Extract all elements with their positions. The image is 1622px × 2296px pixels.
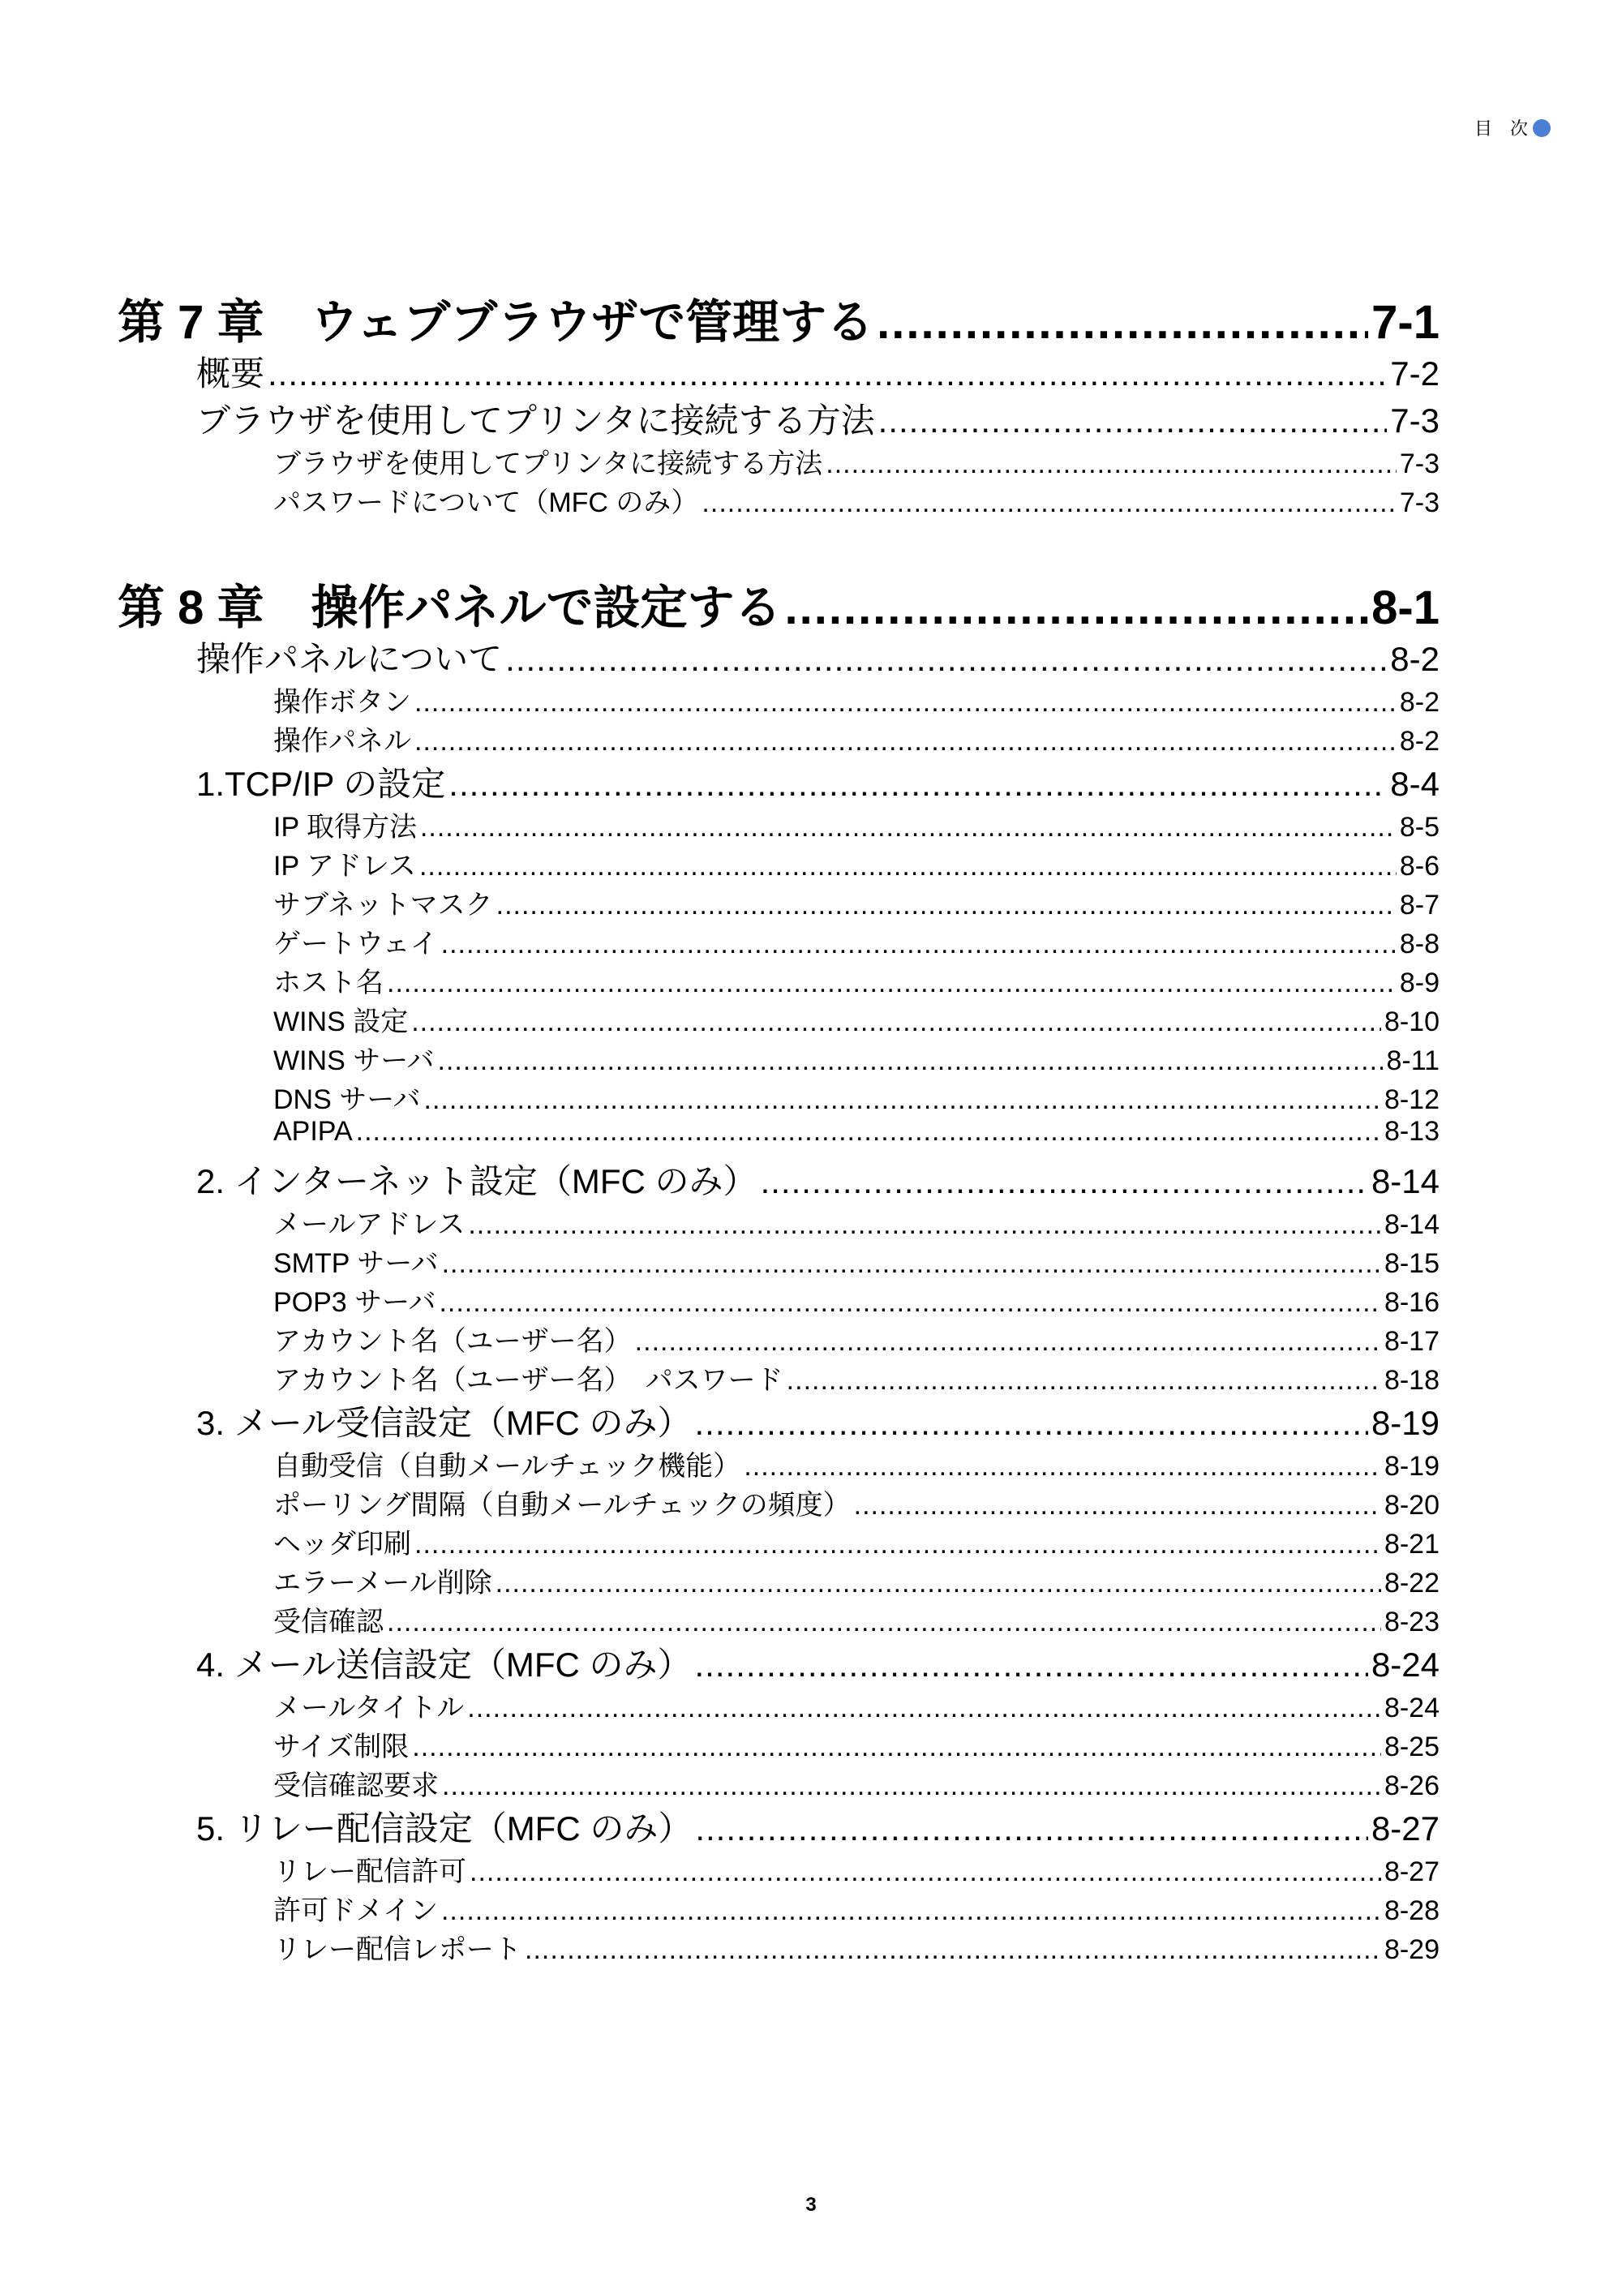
toc-chapter-title: 第 8 章 操作パネルで設定する bbox=[118, 582, 782, 634]
toc-subsection-page: 8-25 bbox=[1384, 1732, 1440, 1762]
blue-dot-icon bbox=[1533, 119, 1551, 137]
toc-subsection-page: 8-13 bbox=[1384, 1116, 1440, 1147]
toc-subsection[interactable] bbox=[118, 441, 1440, 480]
toc-subsection[interactable] bbox=[118, 1724, 1440, 1763]
dot-leader bbox=[787, 1365, 1381, 1397]
toc-subsection-title: 受信確認要求 bbox=[273, 1770, 439, 1801]
toc-subsection-title: 許可ドメイン bbox=[273, 1895, 438, 1926]
toc-subsection-title: エラーメール削除 bbox=[273, 1568, 492, 1599]
toc-subsection-title: WINS 設定 bbox=[273, 1006, 409, 1037]
toc-section-title: ブラウザを使用してプリンタに接続する方法 bbox=[196, 401, 875, 440]
dot-leader bbox=[441, 929, 1397, 960]
toc-section-title: 3. メール受信設定（MFC のみ） bbox=[196, 1404, 692, 1442]
toc-subsection-page: 8-2 bbox=[1399, 726, 1440, 757]
dot-leader bbox=[878, 401, 1388, 440]
dot-leader bbox=[467, 1693, 1381, 1724]
toc-subsection-page: 7-3 bbox=[1399, 487, 1440, 518]
toc-section[interactable] bbox=[118, 1155, 1440, 1202]
toc-subsection-page: 8-5 bbox=[1399, 812, 1440, 843]
dot-leader bbox=[785, 581, 1369, 635]
toc-subsection-page: 8-8 bbox=[1399, 929, 1440, 959]
toc-section[interactable] bbox=[118, 1802, 1440, 1849]
toc-section-title: 概要 bbox=[196, 354, 265, 393]
dot-leader bbox=[468, 1209, 1381, 1241]
toc-subsection-page: 8-18 bbox=[1384, 1365, 1440, 1396]
dot-leader bbox=[635, 1326, 1381, 1358]
toc-subsection-title: ブラウザを使用してプリンタに接続する方法 bbox=[273, 448, 823, 479]
toc-subsection-page: 8-12 bbox=[1384, 1084, 1440, 1115]
toc-chapter[interactable] bbox=[118, 284, 1440, 347]
running-header bbox=[1474, 115, 1551, 140]
dot-leader bbox=[387, 1607, 1381, 1638]
toc-subsection-title: サブネットマスク bbox=[273, 890, 493, 921]
toc-section-title: 操作パネルについて bbox=[196, 640, 503, 678]
toc-subsection-title: アカウント名（ユーザー名） bbox=[273, 1326, 632, 1357]
toc-subsection-title: 操作ボタン bbox=[273, 687, 411, 718]
dot-leader bbox=[695, 1809, 1368, 1848]
toc-subsection-page: 8-14 bbox=[1384, 1209, 1440, 1240]
dot-leader bbox=[702, 487, 1396, 519]
dot-leader bbox=[826, 448, 1397, 480]
dot-leader bbox=[448, 765, 1387, 804]
dot-leader bbox=[412, 1732, 1381, 1763]
toc-subsection[interactable] bbox=[118, 1319, 1440, 1358]
toc-section-page: 8-27 bbox=[1371, 1809, 1440, 1848]
toc-section[interactable] bbox=[118, 757, 1440, 805]
dot-leader bbox=[387, 968, 1397, 999]
toc-subsection-title: 操作パネル bbox=[273, 726, 411, 757]
toc-subsection-title: ホスト名 bbox=[273, 968, 384, 998]
dot-leader bbox=[419, 851, 1397, 882]
dot-leader bbox=[854, 1490, 1381, 1521]
toc-section-page: 7-2 bbox=[1390, 354, 1440, 393]
dot-leader bbox=[442, 1248, 1381, 1280]
toc-subsection-page: 8-26 bbox=[1384, 1770, 1440, 1801]
toc-chapter-page: 7-1 bbox=[1371, 296, 1440, 349]
toc-section-title: 1.TCP/IP の設定 bbox=[196, 765, 446, 803]
dot-leader bbox=[761, 1162, 1368, 1201]
toc-subsection[interactable] bbox=[118, 1077, 1440, 1116]
toc-subsection[interactable] bbox=[118, 1038, 1440, 1077]
toc-subsection[interactable] bbox=[118, 480, 1440, 519]
toc-subsection-page: 8-6 bbox=[1399, 851, 1440, 882]
page-number: 3 bbox=[805, 2194, 817, 2216]
dot-leader bbox=[496, 890, 1397, 921]
toc-subsection-page: 8-17 bbox=[1384, 1326, 1440, 1357]
toc-section-page: 7-3 bbox=[1390, 401, 1440, 440]
toc-section-title: 2. インターネット設定（MFC のみ） bbox=[196, 1162, 757, 1200]
dot-leader bbox=[420, 812, 1397, 843]
toc-subsection[interactable] bbox=[118, 1685, 1440, 1724]
toc-subsection-title: アカウント名（ユーザー名） パスワード bbox=[273, 1365, 783, 1396]
toc-subsection[interactable] bbox=[118, 960, 1440, 999]
toc-subsection-title: ヘッダ印刷 bbox=[273, 1529, 411, 1560]
toc-subsection-page: 8-28 bbox=[1384, 1895, 1440, 1926]
dot-leader bbox=[424, 1084, 1381, 1116]
toc-subsection-title: リレー配信レポート bbox=[273, 1934, 521, 1965]
toc-subsection-page: 8-9 bbox=[1399, 968, 1440, 998]
toc-section-title: 5. リレー配信設定（MFC のみ） bbox=[196, 1809, 693, 1848]
toc-subsection-title: ポーリング間隔（自動メールチェックの頻度） bbox=[273, 1490, 851, 1521]
toc-subsection-title: IP 取得方法 bbox=[273, 812, 417, 843]
toc-subsection[interactable] bbox=[118, 1116, 1440, 1155]
dot-leader bbox=[877, 295, 1368, 350]
toc-subsection-page: 7-3 bbox=[1399, 448, 1440, 479]
toc-subsection-page: 8-10 bbox=[1384, 1006, 1440, 1037]
toc-subsection[interactable] bbox=[118, 999, 1440, 1038]
dot-leader bbox=[744, 1451, 1381, 1483]
toc-subsection[interactable] bbox=[118, 719, 1440, 757]
dot-leader bbox=[414, 687, 1397, 719]
dot-leader bbox=[414, 1529, 1381, 1560]
toc-subsection-page: 8-16 bbox=[1384, 1287, 1440, 1318]
toc-subsection[interactable] bbox=[118, 680, 1440, 719]
toc-subsection[interactable] bbox=[118, 1521, 1440, 1560]
toc-subsection-title: APIPA bbox=[273, 1116, 353, 1147]
toc-subsection-title: 受信確認 bbox=[273, 1607, 384, 1637]
toc-subsection-page: 8-15 bbox=[1384, 1248, 1440, 1279]
toc-subsection-title: リレー配信許可 bbox=[273, 1856, 466, 1887]
toc-chapter[interactable] bbox=[118, 569, 1440, 633]
toc-section[interactable] bbox=[118, 347, 1440, 394]
toc-subsection[interactable] bbox=[118, 1483, 1440, 1521]
toc-subsection-title: サイズ制限 bbox=[273, 1732, 410, 1762]
toc-subsection-title: POP3 サーバ bbox=[273, 1287, 436, 1318]
toc-subsection[interactable] bbox=[118, 1849, 1440, 1888]
toc-section-title: 4. メール送信設定（MFC のみ） bbox=[196, 1646, 692, 1684]
toc-subsection[interactable] bbox=[118, 1202, 1440, 1241]
toc-subsection-page: 8-29 bbox=[1384, 1934, 1440, 1965]
toc-subsection-page: 8-7 bbox=[1399, 890, 1440, 921]
toc-subsection-page: 8-27 bbox=[1384, 1856, 1440, 1887]
toc-subsection-title: SMTP サーバ bbox=[273, 1248, 439, 1279]
toc-section[interactable] bbox=[118, 1397, 1440, 1444]
toc-subsection[interactable] bbox=[118, 805, 1440, 843]
toc-section-page: 8-24 bbox=[1371, 1646, 1440, 1684]
toc-subsection-page: 8-11 bbox=[1386, 1045, 1440, 1076]
dot-leader bbox=[356, 1116, 1381, 1148]
dot-leader bbox=[439, 1287, 1380, 1319]
toc-subsection[interactable] bbox=[118, 1763, 1440, 1802]
toc-section-page: 8-14 bbox=[1371, 1162, 1440, 1200]
toc-subsection-title: IP アドレス bbox=[273, 851, 416, 882]
toc-subsection[interactable] bbox=[118, 843, 1440, 882]
toc-subsection[interactable] bbox=[118, 1927, 1440, 1966]
toc-subsection[interactable] bbox=[118, 1888, 1440, 1927]
toc-subsection-title: メールアドレス bbox=[273, 1209, 466, 1240]
toc-subsection-title: WINS サーバ bbox=[273, 1045, 435, 1076]
toc-subsection[interactable] bbox=[118, 1280, 1440, 1319]
toc-subsection-page: 8-24 bbox=[1384, 1693, 1440, 1723]
dot-leader bbox=[505, 640, 1387, 679]
toc-subsection[interactable] bbox=[118, 1560, 1440, 1599]
toc-subsection[interactable] bbox=[118, 1358, 1440, 1397]
dot-leader bbox=[496, 1568, 1381, 1599]
toc-chapter-title: 第 7 章 ウェブブラウザで管理する bbox=[118, 296, 874, 349]
dot-leader bbox=[411, 1006, 1381, 1038]
toc-subsection-title: メールタイトル bbox=[273, 1693, 465, 1723]
toc-section-page: 8-2 bbox=[1390, 640, 1440, 678]
dot-leader bbox=[438, 1045, 1384, 1077]
toc-section[interactable] bbox=[118, 1638, 1440, 1685]
toc-subsection-title: DNS サーバ bbox=[273, 1084, 421, 1115]
toc-subsection-page: 8-21 bbox=[1384, 1529, 1440, 1560]
toc-section[interactable] bbox=[118, 633, 1440, 680]
dot-leader bbox=[441, 1895, 1381, 1927]
toc-chapter-page: 8-1 bbox=[1371, 582, 1440, 634]
dot-leader bbox=[442, 1770, 1381, 1802]
dot-leader bbox=[695, 1646, 1368, 1684]
running-header-label: 目 次 bbox=[1474, 118, 1528, 139]
toc-subsection[interactable] bbox=[118, 1241, 1440, 1280]
toc-subsection-page: 8-19 bbox=[1384, 1451, 1440, 1482]
toc-subsection-title: パスワードについて（MFC のみ） bbox=[273, 487, 699, 518]
dot-leader bbox=[268, 354, 1387, 393]
table-of-contents bbox=[118, 268, 1440, 1966]
toc-subsection[interactable] bbox=[118, 882, 1440, 921]
toc-subsection[interactable] bbox=[118, 1444, 1440, 1483]
toc-subsection-title: 自動受信（自動メールチェック機能） bbox=[273, 1451, 741, 1482]
dot-leader bbox=[470, 1856, 1381, 1888]
toc-section[interactable] bbox=[118, 394, 1440, 441]
toc-section-page: 8-19 bbox=[1371, 1404, 1440, 1442]
toc-subsection-page: 8-2 bbox=[1399, 687, 1440, 718]
dot-leader bbox=[525, 1934, 1381, 1966]
dot-leader bbox=[695, 1404, 1368, 1443]
toc-subsection-page: 8-23 bbox=[1384, 1607, 1440, 1637]
toc-subsection-page: 8-20 bbox=[1384, 1490, 1440, 1521]
toc-section-page: 8-4 bbox=[1390, 765, 1440, 803]
dot-leader bbox=[414, 726, 1397, 757]
toc-subsection-title: ゲートウェイ bbox=[273, 929, 438, 959]
toc-subsection-page: 8-22 bbox=[1384, 1568, 1440, 1599]
toc-subsection[interactable] bbox=[118, 921, 1440, 960]
toc-subsection[interactable] bbox=[118, 1599, 1440, 1638]
